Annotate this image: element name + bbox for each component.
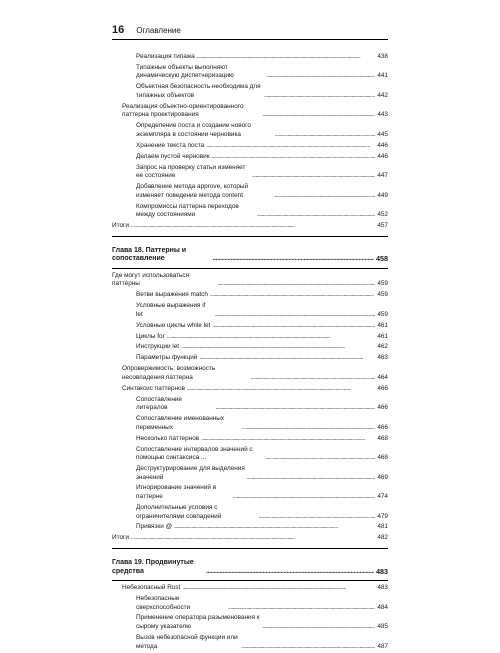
dot-leader bbox=[181, 343, 375, 352]
toc-entry-page: 457 bbox=[377, 222, 388, 230]
toc-entry-page: 468 bbox=[377, 434, 388, 442]
toc-entry-title: Игнорирование значений в паттерне bbox=[136, 484, 217, 501]
toc-entry-title: Делаем пустой черновик bbox=[136, 152, 210, 160]
toc-entry[interactable] bbox=[112, 534, 388, 543]
toc-entry-title: Условные циклы while let bbox=[136, 321, 211, 329]
toc-entry-title: Определение поста и создание нового экземпляра в состоянии черновика bbox=[136, 122, 251, 138]
toc-entry[interactable] bbox=[112, 435, 388, 444]
dot-leader bbox=[233, 493, 375, 502]
chapter-separator bbox=[112, 268, 388, 269]
toc-entry[interactable] bbox=[112, 584, 388, 593]
toc-entry-title: Сопоставление именованных переменных bbox=[136, 415, 225, 431]
page-number: 16 bbox=[112, 24, 125, 36]
dot-leader bbox=[215, 311, 375, 320]
dot-leader bbox=[266, 72, 375, 81]
toc-entry-page: 438 bbox=[377, 53, 388, 60]
chapter-separator bbox=[112, 236, 388, 237]
toc-entry-title: Реализация типажа bbox=[136, 53, 195, 60]
toc-entry-title: Компромиссы паттерна переходов между состояниями bbox=[136, 202, 239, 219]
toc-entry-page: 474 bbox=[377, 493, 388, 501]
toc-entry[interactable] bbox=[112, 291, 388, 300]
toc-entry-page: 446 bbox=[377, 152, 388, 160]
dot-leader bbox=[213, 255, 374, 264]
dot-leader bbox=[275, 192, 376, 201]
dot-leader bbox=[263, 111, 376, 120]
toc-entry-title: Итоги bbox=[112, 534, 129, 542]
toc-entry-title: Сопоставление интервалов значений с помощью синтаксиса ... bbox=[136, 445, 253, 462]
toc-entry-page: 485 bbox=[377, 623, 388, 631]
dot-leader bbox=[264, 92, 375, 101]
toc-entry-title: Деструктурирование для выделения значений bbox=[136, 464, 245, 481]
toc-entry-page: 466 bbox=[377, 404, 388, 412]
toc-entry-page: 461 bbox=[377, 332, 388, 340]
toc-entry-title: Небезопасные сверхспособности bbox=[136, 595, 191, 611]
toc-entry-page: 442 bbox=[377, 91, 388, 99]
toc-entry-page: 487 bbox=[377, 642, 388, 650]
toc-entry-title: Где могут использоваться паттерны bbox=[112, 271, 190, 288]
toc-entry-page: 446 bbox=[377, 141, 388, 149]
toc-entry[interactable] bbox=[112, 333, 388, 342]
dot-leader bbox=[257, 211, 375, 220]
toc-entry[interactable] bbox=[112, 465, 388, 482]
toc-entry-page: 461 bbox=[377, 321, 388, 329]
toc-entry-title: Ветви выражения match bbox=[136, 291, 208, 299]
toc-entry-title: Типажные объекты выполняют динамическую диспетчеризацию bbox=[136, 63, 234, 80]
dot-leader bbox=[167, 333, 376, 342]
toc-entry[interactable] bbox=[112, 385, 388, 394]
toc-entry-title: Дополнительные условия с ограничителями совпадений bbox=[136, 503, 222, 520]
toc-entry-page: 466 bbox=[377, 423, 388, 431]
toc-entry[interactable] bbox=[112, 415, 388, 432]
toc-entry[interactable] bbox=[112, 343, 388, 352]
toc-entry-title: Запрос на проверку статьи изменяет ее состояние bbox=[136, 163, 246, 180]
toc-entry[interactable] bbox=[112, 83, 388, 100]
toc-entry-page: 459 bbox=[377, 310, 388, 318]
dot-leader bbox=[241, 643, 375, 652]
toc-entry[interactable] bbox=[112, 523, 388, 532]
toc-entry-page: 459 bbox=[377, 291, 388, 299]
toc-entry-page: 449 bbox=[377, 191, 388, 199]
dot-leader bbox=[201, 435, 375, 444]
toc-entry-title: Синтаксис паттернов bbox=[122, 384, 185, 392]
toc-entry-page: 445 bbox=[377, 130, 388, 138]
toc-entry-page: 479 bbox=[377, 512, 388, 520]
toc-entry-page: 463 bbox=[377, 354, 388, 362]
toc-entry-title: Несколько паттернов bbox=[136, 434, 200, 442]
toc-entry-page: 459 bbox=[377, 280, 388, 288]
toc-entry[interactable] bbox=[112, 322, 388, 331]
toc-entry-page: 481 bbox=[377, 523, 388, 531]
toc-chapter[interactable] bbox=[112, 247, 388, 264]
toc-entry[interactable] bbox=[112, 365, 388, 382]
dot-leader bbox=[210, 291, 375, 300]
dot-leader bbox=[251, 374, 376, 383]
toc-entry-title: Условные выражения if let bbox=[136, 302, 206, 318]
toc-entry[interactable] bbox=[112, 354, 388, 363]
toc-entry[interactable] bbox=[112, 64, 388, 81]
dot-leader bbox=[217, 280, 375, 289]
toc-entry[interactable] bbox=[112, 484, 388, 501]
dot-leader bbox=[206, 568, 374, 577]
dot-leader bbox=[252, 172, 375, 181]
toc-entry-title: Применение оператора разыменования к сырому указателю bbox=[136, 614, 260, 631]
dot-leader bbox=[265, 454, 375, 463]
toc-entry-title: Вызов небезопасной функции или метода bbox=[136, 633, 238, 650]
dot-leader bbox=[242, 424, 375, 433]
dot-leader bbox=[216, 404, 376, 413]
toc-entry[interactable] bbox=[112, 103, 388, 120]
table-of-contents bbox=[112, 53, 388, 653]
toc-entry-title: Инструкции let bbox=[136, 343, 180, 351]
toc-entry-page: 441 bbox=[377, 72, 388, 80]
toc-entry-page: 466 bbox=[377, 384, 388, 392]
toc-entry[interactable] bbox=[112, 183, 388, 200]
toc-entry-title: Привязки @ bbox=[136, 523, 173, 531]
toc-entry[interactable] bbox=[112, 446, 388, 463]
toc-entry[interactable] bbox=[112, 634, 388, 651]
chapter-separator bbox=[112, 548, 388, 549]
page-header bbox=[112, 24, 388, 40]
dot-leader bbox=[131, 534, 375, 543]
toc-entry-page: 447 bbox=[377, 172, 388, 180]
dot-leader bbox=[206, 142, 375, 151]
toc-entry-title: Хранение текста поста bbox=[136, 141, 205, 149]
toc-entry[interactable] bbox=[112, 396, 388, 413]
toc-chapter[interactable] bbox=[112, 559, 388, 576]
toc-entry-title: Параметры функций bbox=[136, 354, 198, 362]
toc-entry-title: Глава 19. Продвинутые средства bbox=[112, 558, 194, 575]
dot-leader bbox=[182, 584, 375, 593]
dot-leader bbox=[263, 623, 376, 632]
toc-entry[interactable] bbox=[112, 53, 388, 62]
dot-leader bbox=[247, 474, 375, 483]
toc-entry-title: Сопоставление литералов bbox=[136, 395, 182, 412]
dot-leader bbox=[275, 131, 376, 140]
toc-entry-title: Глава 18. Паттерны и сопоставление bbox=[112, 246, 187, 263]
toc-entry[interactable] bbox=[112, 164, 388, 181]
dot-leader bbox=[197, 53, 376, 62]
toc-entry-title: Небезопасный Rust bbox=[122, 584, 181, 592]
toc-entry-page: 458 bbox=[376, 254, 388, 264]
toc-entry-page: 443 bbox=[377, 111, 388, 119]
toc-entry-title: Итоги bbox=[112, 222, 129, 230]
toc-entry-title: Циклы for bbox=[136, 332, 165, 340]
toc-entry[interactable] bbox=[112, 272, 388, 289]
toc-entry-page: 462 bbox=[377, 343, 388, 351]
toc-entry-title: Добавление метода approve, который изменяет поведение метода content bbox=[136, 183, 249, 199]
toc-entry-title: Объектная безопасность необходима для типажных объектов bbox=[136, 83, 261, 99]
toc-entry-title: Реализация объектно-ориентированного паттерна проектирования bbox=[122, 102, 244, 119]
dot-leader bbox=[212, 322, 375, 331]
toc-entry[interactable] bbox=[112, 203, 388, 220]
dot-leader bbox=[259, 513, 376, 522]
dot-leader bbox=[199, 354, 375, 363]
toc-entry[interactable] bbox=[112, 153, 388, 162]
toc-entry[interactable] bbox=[112, 614, 388, 631]
toc-entry-page: 468 bbox=[377, 454, 388, 462]
dot-leader bbox=[131, 222, 375, 231]
toc-entry[interactable] bbox=[112, 222, 388, 231]
toc-entry-page: 464 bbox=[377, 373, 388, 381]
dot-leader bbox=[174, 523, 375, 532]
toc-entry-page: 452 bbox=[377, 211, 388, 219]
dot-leader bbox=[187, 385, 375, 394]
chapter-separator bbox=[112, 580, 388, 581]
dot-leader bbox=[212, 153, 376, 162]
toc-entry[interactable] bbox=[112, 122, 388, 139]
toc-entry-page: 484 bbox=[377, 603, 388, 611]
toc-entry[interactable] bbox=[112, 302, 388, 319]
toc-entry-page: 469 bbox=[377, 473, 388, 481]
toc-entry-page: 483 bbox=[377, 584, 388, 592]
toc-entry[interactable] bbox=[112, 142, 388, 151]
toc-entry[interactable] bbox=[112, 504, 388, 521]
toc-entry-page: 483 bbox=[376, 566, 388, 576]
toc-entry-title: Опровержимость: возможность несовпадения паттерна bbox=[122, 365, 216, 381]
toc-entry-page: 482 bbox=[377, 534, 388, 542]
dot-leader bbox=[228, 604, 375, 613]
running-title: Оглавление bbox=[136, 26, 181, 35]
toc-entry[interactable] bbox=[112, 595, 388, 612]
